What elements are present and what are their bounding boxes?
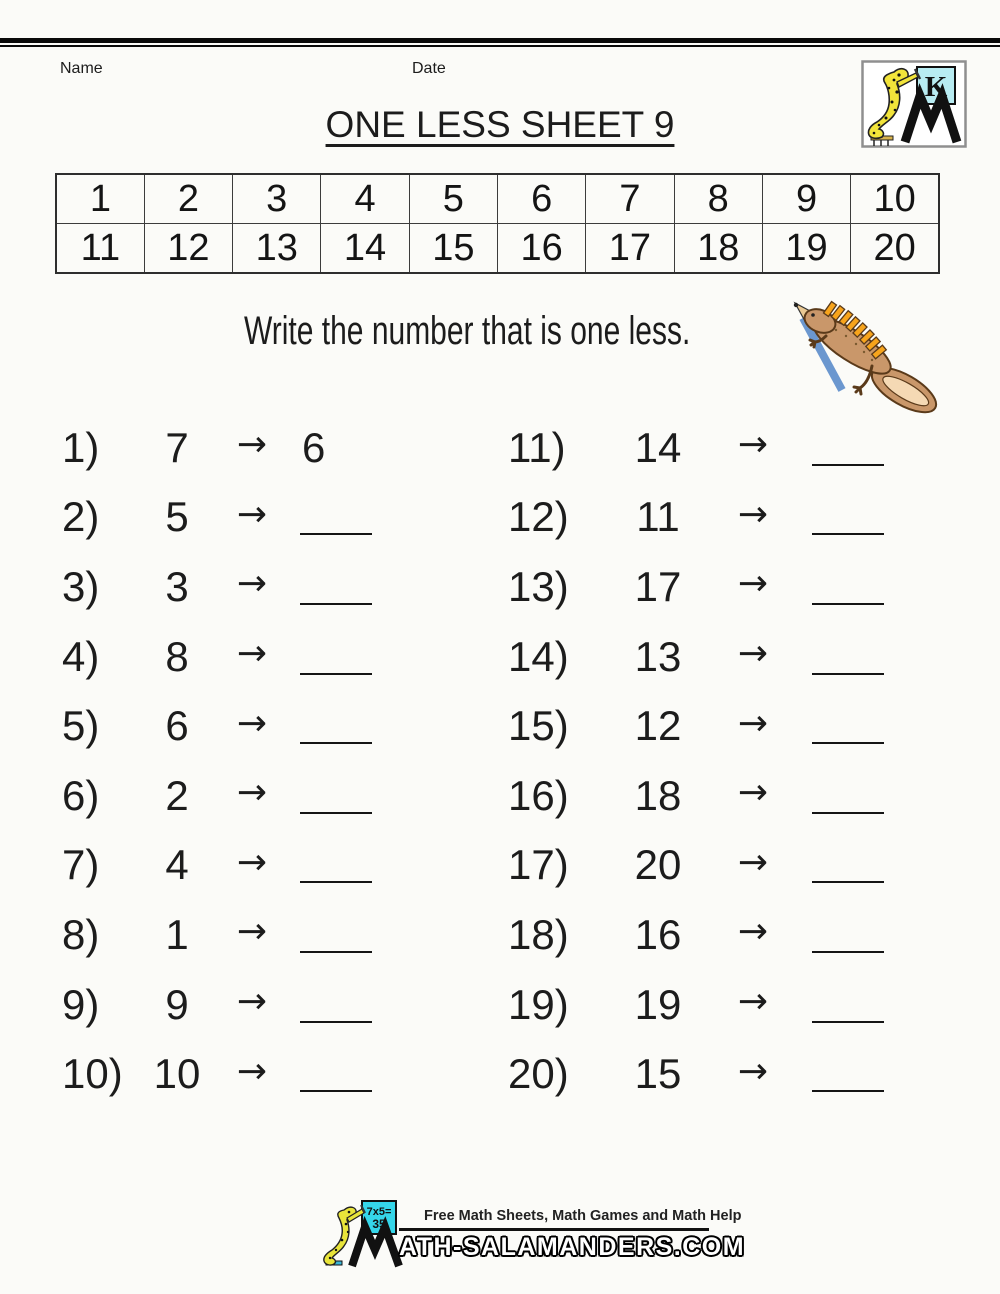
right-arrow-icon: → <box>236 772 268 814</box>
problem-number-label: 4) <box>62 632 100 680</box>
problem-value: 15 <box>634 1050 682 1098</box>
grid-cell: 2 <box>144 174 232 224</box>
problem-row <box>62 691 392 761</box>
grid-row <box>56 224 939 274</box>
problem-number-label: 12) <box>508 493 569 541</box>
grid-cell: 9 <box>762 174 850 224</box>
grid-cell: 15 <box>409 224 497 274</box>
answer-blank[interactable] <box>812 552 894 622</box>
problem-value: 5 <box>165 493 189 541</box>
problem-value: 13 <box>634 632 682 680</box>
right-arrow-icon: → <box>236 563 268 605</box>
answer-blank[interactable] <box>300 691 382 761</box>
footer-divider <box>399 1228 709 1231</box>
right-arrow-icon: → <box>737 424 769 466</box>
answer-blank[interactable] <box>300 900 382 970</box>
name-label: Name <box>60 60 103 77</box>
problem-row <box>62 831 392 901</box>
problem-value: 7 <box>165 423 189 471</box>
grid-row <box>56 174 939 224</box>
problem-value: 17 <box>634 562 682 610</box>
date-label: Date <box>412 60 446 77</box>
right-arrow-icon: → <box>737 1050 769 1092</box>
answer-blank[interactable] <box>300 1039 382 1109</box>
problem-row <box>508 413 903 483</box>
problem-row <box>508 970 903 1040</box>
problem-row <box>62 552 392 622</box>
problem-value: 8 <box>165 632 189 680</box>
problem-row <box>508 761 903 831</box>
right-arrow-icon: → <box>236 702 268 744</box>
instruction-text: Write the number that is one less. <box>244 309 691 353</box>
grid-cell: 10 <box>851 174 939 224</box>
answer-blank[interactable] <box>300 970 382 1040</box>
problem-number-label: 5) <box>62 702 100 750</box>
problem-number-label: 13) <box>508 562 569 610</box>
problem-value: 18 <box>634 771 682 819</box>
problem-value: 12 <box>634 702 682 750</box>
problem-value: 14 <box>634 423 682 471</box>
problem-value: 6 <box>165 702 189 750</box>
problem-row <box>62 622 392 692</box>
grid-cell: 19 <box>762 224 850 274</box>
number-grid-table <box>55 173 940 274</box>
grid-cell: 20 <box>851 224 939 274</box>
right-arrow-icon: → <box>737 981 769 1023</box>
answer-blank[interactable] <box>812 622 894 692</box>
problem-row <box>508 691 903 761</box>
right-arrow-icon: → <box>236 424 268 466</box>
problem-value: 1 <box>165 910 189 958</box>
problem-number-label: 16) <box>508 771 569 819</box>
logo-grade-letter: K <box>924 71 948 103</box>
problem-row <box>508 831 903 901</box>
grid-cell: 3 <box>233 174 321 224</box>
answer-blank[interactable] <box>812 761 894 831</box>
problem-number-label: 6) <box>62 771 100 819</box>
answer-text: 6 <box>302 423 326 471</box>
problem-number-label: 20) <box>508 1050 569 1098</box>
problem-number-label: 3) <box>62 562 100 610</box>
answer-blank[interactable] <box>812 831 894 901</box>
problem-row <box>62 970 392 1040</box>
grid-cell: 16 <box>497 224 585 274</box>
right-arrow-icon: → <box>236 1050 268 1092</box>
footer-site-name: ATH-SALAMANDERS.COM <box>399 1233 746 1261</box>
top-border-thick <box>0 38 1000 43</box>
grid-cell: 6 <box>497 174 585 224</box>
problem-row <box>508 622 903 692</box>
right-arrow-icon: → <box>737 633 769 675</box>
grid-cell: 11 <box>56 224 144 274</box>
answer-blank[interactable] <box>812 483 894 553</box>
problem-row <box>62 483 392 553</box>
answer-blank[interactable] <box>300 552 382 622</box>
grid-cell: 8 <box>674 174 762 224</box>
right-arrow-icon: → <box>236 493 268 535</box>
answer-blank[interactable] <box>300 483 382 553</box>
grid-cell: 4 <box>321 174 409 224</box>
problem-value: 4 <box>165 841 189 889</box>
answer-blank[interactable] <box>812 1039 894 1109</box>
right-arrow-icon: → <box>737 563 769 605</box>
problem-value: 19 <box>634 980 682 1028</box>
problem-row <box>62 761 392 831</box>
grid-cell: 18 <box>674 224 762 274</box>
grid-cell: 5 <box>409 174 497 224</box>
right-arrow-icon: → <box>737 841 769 883</box>
right-arrow-icon: → <box>236 633 268 675</box>
right-arrow-icon: → <box>236 911 268 953</box>
answer-blank[interactable] <box>812 900 894 970</box>
problem-value: 20 <box>634 841 682 889</box>
problem-row <box>62 1039 392 1109</box>
grid-cell: 12 <box>144 224 232 274</box>
grid-cell: 17 <box>586 224 674 274</box>
problem-row <box>508 552 903 622</box>
problem-number-label: 2) <box>62 493 100 541</box>
problem-number-label: 17) <box>508 841 569 889</box>
grid-cell: 7 <box>586 174 674 224</box>
problem-number-label: 19) <box>508 980 569 1028</box>
right-arrow-icon: → <box>236 841 268 883</box>
problem-row <box>508 1039 903 1109</box>
grid-cell: 14 <box>321 224 409 274</box>
problem-row <box>508 483 903 553</box>
right-arrow-icon: → <box>737 911 769 953</box>
footer-tagline: Free Math Sheets, Math Games and Math Help <box>424 1208 742 1224</box>
problem-value: 16 <box>634 910 682 958</box>
problem-number-label: 14) <box>508 632 569 680</box>
problems-left <box>62 413 392 1109</box>
problem-value: 2 <box>165 771 189 819</box>
answer-blank[interactable] <box>812 413 894 483</box>
answer-blank[interactable] <box>812 691 894 761</box>
problem-value: 9 <box>165 980 189 1028</box>
problems-right <box>508 413 903 1109</box>
problem-number-label: 1) <box>62 423 100 471</box>
problem-number-label: 8) <box>62 910 100 958</box>
top-border-thin <box>0 45 1000 47</box>
problem-value: 3 <box>165 562 189 610</box>
grid-cell: 1 <box>56 174 144 224</box>
problem-row <box>508 900 903 970</box>
problem-number-label: 10) <box>62 1050 123 1098</box>
answer-blank[interactable] <box>300 831 382 901</box>
problem-number-label: 9) <box>62 980 100 1028</box>
right-arrow-icon: → <box>737 493 769 535</box>
problem-number-label: 7) <box>62 841 100 889</box>
right-arrow-icon: → <box>236 981 268 1023</box>
footer-board-line1: 7x5= <box>366 1206 392 1218</box>
answer-blank[interactable] <box>300 622 382 692</box>
page-title: ONE LESS SHEET 9 <box>325 104 675 145</box>
problem-row <box>62 413 392 483</box>
problem-number-label: 18) <box>508 910 569 958</box>
footer-board-line2: 35 <box>372 1217 386 1231</box>
right-arrow-icon: → <box>737 702 769 744</box>
problem-number-label: 15) <box>508 702 569 750</box>
answer-blank[interactable] <box>812 970 894 1040</box>
right-arrow-icon: → <box>737 772 769 814</box>
problem-value: 10 <box>153 1050 201 1098</box>
problem-value: 11 <box>636 493 680 541</box>
answer-blank[interactable] <box>300 761 382 831</box>
grid-cell: 13 <box>233 224 321 274</box>
problem-number-label: 11) <box>508 423 566 471</box>
problem-row <box>62 900 392 970</box>
newt-with-pencil-illustration <box>790 300 942 415</box>
